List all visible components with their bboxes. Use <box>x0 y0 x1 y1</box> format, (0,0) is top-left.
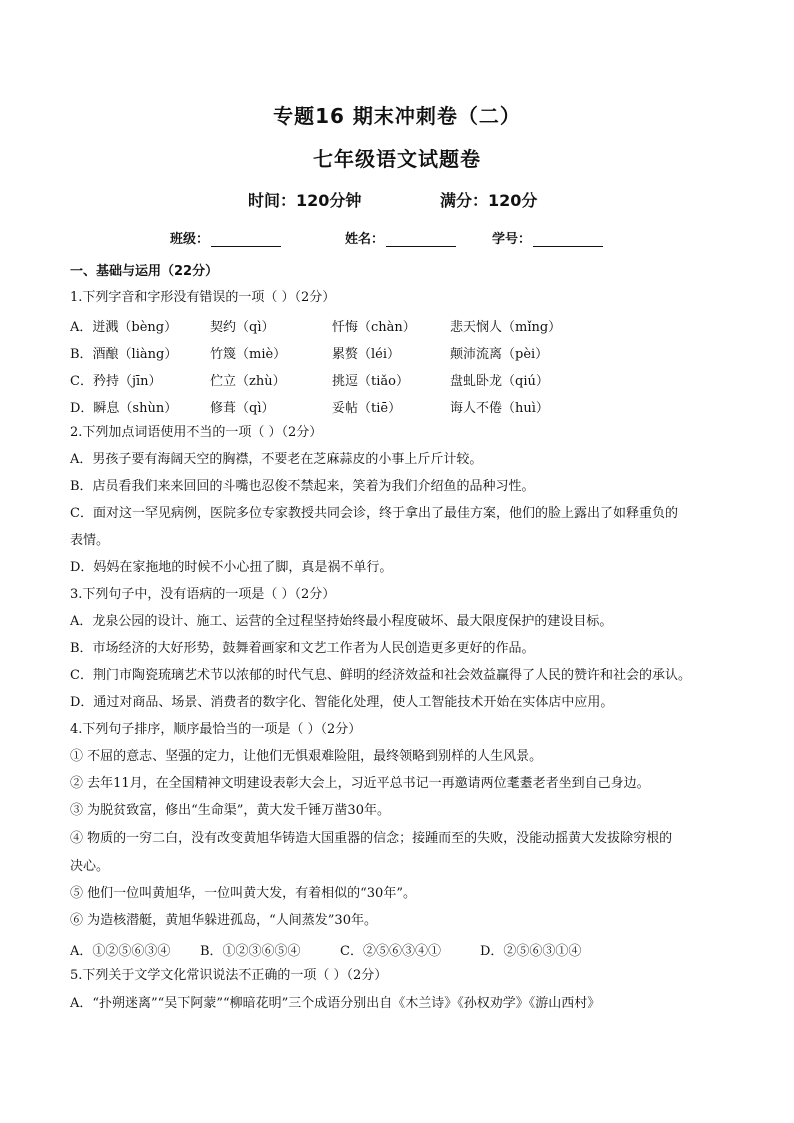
page-title: 专题16 期末冲刺卷（二） <box>273 104 521 128</box>
q2-option-a: A．男孩子要有海阔天空的胸襟，不要老在芝麻蒜皮的小事上斤斤计较。 <box>70 452 483 467</box>
page-subtitle: 七年级语文试题卷 <box>313 147 481 171</box>
id-blank[interactable] <box>533 232 603 247</box>
q2-option-c: C．面对这一罕见病例，医院多位专家教授共同会诊，终于拿出了最佳方案，他们的脸上露出了如释重负的 <box>70 506 678 521</box>
exam-page: 专题16 期末冲刺卷（二） 七年级语文试题卷 时间：120分钟 满分：120分 班级： 姓名： 学号： 一、基础与运用（22分） 1.下列字音和字形没有错误的一项（ ）（2分） A．迸溅（bèng） 契约（qì） 忏悔（chàn） 悲天悯人（mǐng） B．酒酿（liàng） 竹篾（miè） 累赘（léi） 颠沛流离（pèi） C．矜持（jīn） 伫立（zhù） 挑逗（tiǎo） 盘虬卧龙（qiú） D．瞬息（shùn） 修葺（qì） 妥帖（tiē） 诲人不倦（huì） 2.下列加点词语使用不当的一项（ ）（2分） A．男孩子要有海阔天空的胸襟，不要老在芝麻蒜皮的小事上斤斤计较。 B．店员看我们来来回回的斗嘴也忍俊不禁起来，笑着为我们介绍鱼的品种习性。 C．面对这一罕见病例，医院多位专家教授共同会诊，终于拿出了最佳方案，他们的脸上露出了如释重负的 表情。 D．妈妈在家拖地的时候不小心扭了脚，真是祸不单行。 3.下列句子中，没有语病的一项是（ ）（2分） A．龙泉公园的设计、施工、运营的全过程坚持始终最小程度破坏、最大限度保护的建设目标。 B．市场经济的大好形势，鼓舞着画家和文艺工作者为人民创造更多更好的作品。 C．荆门市陶瓷琉璃艺术节以浓郁的时代气息、鲜明的经济效益和社会效益赢得了人民的赞许和社会的承认。 D．通过对商品、场景、消费者的数字化、智能化处理，使人工智能技术开始在实体店中应用。 4.下列句子排序，顺序最恰当的一项是（ ）（2分） ① 不屈的意志、坚强的定力，让他们无惧艰难险阻，最终领略到别样的人生风景。 ② 去年11月，在全国精神文明建设表彰大会上，习近平总书记一再邀请两位耄耋老者坐到自己身边。 ③ 为脱贫致富，修出“生命渠”，黄大发千锤万凿30年。 ④ 物质的一穷二白，没有改变黄旭华铸造大国重器的信念；接踵而至的失败，没能动摇黄大发拔除穷根的 决心。 ⑤ 他们一位叫黄旭华，一位叫黄大发，有着相似的“30年”。 ⑥ 为造核潜艇，黄旭华躲进孤岛，“人间蒸发”30年。 A．①②⑤⑥③④ B．①②③⑥⑤④ C．②⑤⑥③④① D．②⑤⑥③①④ 5.下列关于文学文化常识说法不正确的一项（ ）（2分） A．“扑朔迷离”“吴下阿蒙”“柳暗花明”三个成语分别出自《木兰诗》《孙权劝学》《游山西村》 <box>0 0 794 1123</box>
q3-stem: 3.下列句子中，没有语病的一项是（ ）（2分） <box>70 587 336 602</box>
q4-option-b: B．①②③⑥⑤④ <box>200 944 301 959</box>
id-field[interactable] <box>492 228 603 247</box>
q4-sentence-2: ② 去年11月，在全国精神文明建设表彰大会上，习近平总书记一再邀请两位耄耋老者坐到自己身边。 <box>70 776 650 791</box>
q3-option-d: D．通过对商品、场景、消费者的数字化、智能化处理，使人工智能技术开始在实体店中应用。 <box>70 695 614 710</box>
q4-sentence-3: ③ 为脱贫致富，修出“生命渠”，黄大发千锤万凿30年。 <box>70 803 390 818</box>
q5-option-a: A．“扑朔迷离”“吴下阿蒙”“柳暗花明”三个成语分别出自《木兰诗》《孙权劝学》《游山西村》 <box>70 996 601 1011</box>
exam-score: 满分：120分 <box>440 191 538 210</box>
section-heading: 一、基础与运用（22分） <box>70 264 219 279</box>
q2-option-d: D．妈妈在家拖地的时候不小心扭了脚，真是祸不单行。 <box>70 560 393 575</box>
class-label: 班级： <box>170 232 210 247</box>
q4-sentence-5: ⑤ 他们一位叫黄旭华，一位叫黄大发，有着相似的“30年”。 <box>70 886 416 901</box>
q3-option-b: B．市场经济的大好形势，鼓舞着画家和文艺工作者为人民创造更多更好的作品。 <box>70 641 535 656</box>
q4-sentence-6: ⑥ 为造核潜艇，黄旭华躲进孤岛，“人间蒸发”30年。 <box>70 913 377 928</box>
q4-sentence-1: ① 不屈的意志、坚强的定力，让他们无惧艰难险阻，最终领略到别样的人生风景。 <box>70 749 543 764</box>
id-label: 学号： <box>492 232 532 247</box>
q4-option-a: A．①②⑤⑥③④ <box>70 944 171 959</box>
q5-stem: 5.下列关于文学文化常识说法不正确的一项（ ）（2分） <box>70 968 388 983</box>
class-field[interactable] <box>170 228 281 247</box>
q3-option-a: A．龙泉公园的设计、施工、运营的全过程坚持始终最小程度破坏、最大限度保护的建设目标。 <box>70 614 613 629</box>
class-blank[interactable] <box>211 232 281 247</box>
q4-sentence-4-cont: 决心。 <box>70 859 110 874</box>
exam-time: 时间：120分钟 <box>248 191 362 210</box>
name-blank[interactable] <box>386 232 456 247</box>
q2-option-b: B．店员看我们来来回回的斗嘴也忍俊不禁起来，笑着为我们介绍鱼的品种习性。 <box>70 479 535 494</box>
q2-option-c-cont: 表情。 <box>70 533 110 548</box>
name-label: 姓名： <box>345 232 385 247</box>
q4-option-c: C．②⑤⑥③④① <box>340 944 441 959</box>
q4-option-d: D．②⑤⑥③①④ <box>480 944 582 959</box>
q1-stem: 1.下列字音和字形没有错误的一项（ ）（2分） <box>70 290 336 305</box>
q3-option-c: C．荆门市陶瓷琉璃艺术节以浓郁的时代气息、鲜明的经济效益和社会效益赢得了人民的赞许和社会的承认。 <box>70 668 691 683</box>
q2-stem: 2.下列加点词语使用不当的一项（ ）（2分） <box>70 425 323 440</box>
name-field[interactable] <box>345 228 456 247</box>
q4-sentence-4: ④ 物质的一穷二白，没有改变黄旭华铸造大国重器的信念；接踵而至的失败，没能动摇黄大发拔除穷根的 <box>70 831 673 846</box>
q4-stem: 4.下列句子排序，顺序最恰当的一项是（ ）（2分） <box>70 722 362 737</box>
